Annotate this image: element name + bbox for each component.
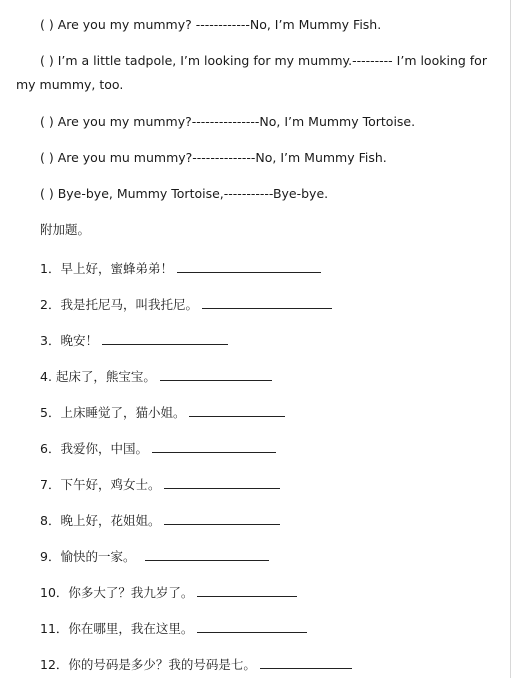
answer-blank-3[interactable] [102, 331, 228, 345]
bonus-item-6 [40, 439, 498, 457]
english-item-2: ( ) I’m a little tadpole, I’m looking for my mummy.--------- I’m looking for my mummy, too. [16, 53, 487, 92]
bonus-item-8 [40, 511, 498, 529]
bonus-item-2 [40, 295, 498, 313]
bonus-item-4 [40, 367, 498, 385]
bonus-item-12-text: 12．你的号码是多少？我的号码是七。 [40, 657, 256, 672]
answer-blank-7[interactable] [164, 475, 280, 489]
bonus-item-1-text: 1．早上好，蜜蜂弟弟！ [40, 261, 173, 276]
answer-blank-4[interactable] [160, 367, 272, 381]
bonus-item-4-text: 4. 起床了，熊宝宝。 [40, 369, 156, 384]
bonus-item-10-text: 10．你多大了？我九岁了。 [40, 585, 194, 600]
answer-blank-11[interactable] [197, 619, 307, 633]
bonus-item-9-text: 9．愉快的一家。 [40, 549, 136, 564]
answer-blank-5[interactable] [189, 403, 285, 417]
bonus-item-5 [40, 403, 498, 421]
english-item-3: ( ) Are you my mummy?---------------No, I’m Mummy Tortoise. [40, 114, 416, 129]
bonus-item-11 [40, 619, 498, 637]
english-item-5: ( ) Bye-bye, Mummy Tortoise,-----------Bye-bye. [40, 186, 329, 201]
bonus-item-9 [40, 547, 498, 565]
bonus-item-7 [40, 475, 498, 493]
answer-blank-1[interactable] [177, 259, 321, 273]
bonus-item-7-text: 7．下午好，鸡女士。 [40, 477, 161, 492]
english-item-1: ( ) Are you my mummy? ------------No, I’m Mummy Fish. [40, 17, 382, 32]
bonus-item-3-text: 3．晚安！ [40, 333, 98, 348]
answer-blank-12[interactable] [260, 655, 352, 669]
bonus-item-5-text: 5．上床睡觉了，猫小姐。 [40, 405, 186, 420]
bonus-item-3 [40, 331, 498, 349]
english-item-4: ( ) Are you mu mummy?--------------No, I’m Mummy Fish. [40, 150, 387, 165]
answer-blank-8[interactable] [164, 511, 280, 525]
bonus-item-8-text: 8．晚上好，花姐姐。 [40, 513, 161, 528]
answer-blank-2[interactable] [202, 295, 332, 309]
bonus-item-10 [40, 583, 498, 601]
answer-blank-10[interactable] [197, 583, 297, 597]
answer-blank-9[interactable] [145, 547, 269, 561]
bonus-item-2-text: 2．我是托尼马，叫我托尼。 [40, 297, 198, 312]
bonus-item-6-text: 6．我爱你，中国。 [40, 441, 148, 456]
bonus-item-12 [40, 655, 498, 673]
bonus-item-11-text: 11．你在哪里，我在这里。 [40, 621, 194, 636]
answer-blank-6[interactable] [152, 439, 276, 453]
bonus-item-1 [40, 259, 498, 277]
bonus-title: 附加题。 [40, 222, 91, 237]
